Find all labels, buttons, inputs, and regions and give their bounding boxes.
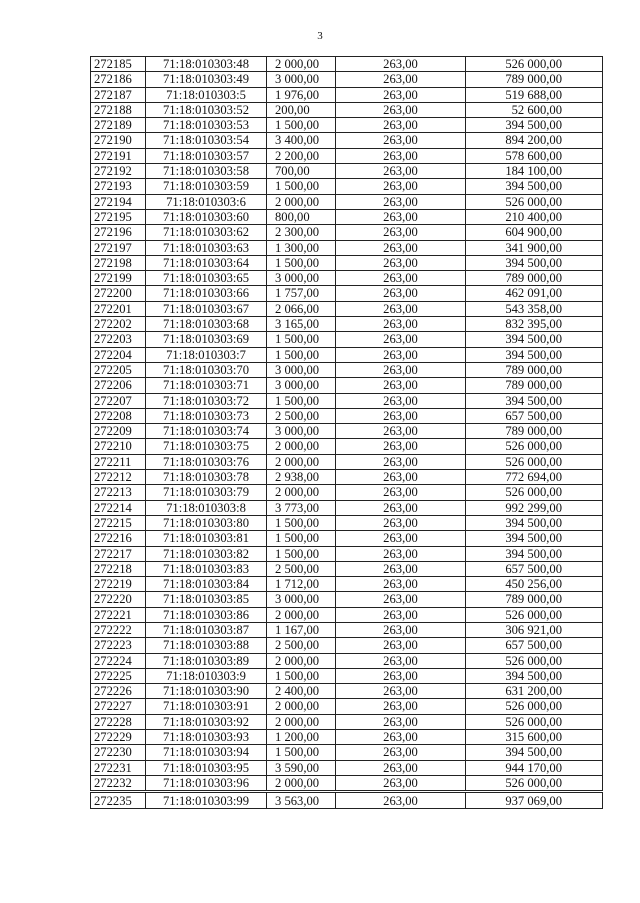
cadastral-number-cell: 71:18:010303:69 xyxy=(146,332,267,347)
value-cell: 315 600,00 xyxy=(466,730,603,745)
value-cell: 992 299,00 xyxy=(466,500,603,515)
rate-cell: 263,00 xyxy=(336,775,466,791)
record-id-cell: 272217 xyxy=(91,546,146,561)
cadastral-number-cell: 71:18:010303:71 xyxy=(146,378,267,393)
value-cell: 519 688,00 xyxy=(466,87,603,102)
table-row xyxy=(91,362,603,377)
rate-cell: 263,00 xyxy=(336,699,466,714)
rate-cell: 263,00 xyxy=(336,118,466,133)
value-cell: 657 500,00 xyxy=(466,408,603,423)
cadastral-number-cell: 71:18:010303:76 xyxy=(146,454,267,469)
area-cell: 2 000,00 xyxy=(267,194,336,209)
value-cell: 394 500,00 xyxy=(466,668,603,683)
record-id-cell: 272187 xyxy=(91,87,146,102)
rate-cell: 263,00 xyxy=(336,592,466,607)
cadastral-number-cell: 71:18:010303:52 xyxy=(146,102,267,117)
cadastral-number-cell: 71:18:010303:85 xyxy=(146,592,267,607)
cadastral-number-cell: 71:18:010303:72 xyxy=(146,393,267,408)
area-cell: 200,00 xyxy=(267,102,336,117)
cadastral-number-cell: 71:18:010303:49 xyxy=(146,72,267,87)
rate-cell: 263,00 xyxy=(336,164,466,179)
area-cell: 2 066,00 xyxy=(267,301,336,316)
rate-cell: 263,00 xyxy=(336,607,466,622)
table-row xyxy=(91,546,603,561)
area-cell: 1 712,00 xyxy=(267,577,336,592)
value-cell: 184 100,00 xyxy=(466,164,603,179)
area-cell: 2 000,00 xyxy=(267,57,336,72)
rate-cell: 263,00 xyxy=(336,286,466,301)
value-cell: 394 500,00 xyxy=(466,347,603,362)
cadastral-number-cell: 71:18:010303:54 xyxy=(146,133,267,148)
cadastral-number-cell: 71:18:010303:65 xyxy=(146,271,267,286)
area-cell: 2 000,00 xyxy=(267,653,336,668)
table-row xyxy=(91,485,603,500)
value-cell: 526 000,00 xyxy=(466,454,603,469)
record-id-cell: 272228 xyxy=(91,714,146,729)
value-cell: 937 069,00 xyxy=(466,792,603,809)
value-cell: 894 200,00 xyxy=(466,133,603,148)
value-cell: 526 000,00 xyxy=(466,57,603,72)
record-id-cell: 272185 xyxy=(91,57,146,72)
area-cell: 2 000,00 xyxy=(267,699,336,714)
value-cell: 394 500,00 xyxy=(466,179,603,194)
rate-cell: 263,00 xyxy=(336,393,466,408)
area-cell: 1 500,00 xyxy=(267,255,336,270)
table-row xyxy=(91,118,603,133)
value-cell: 394 500,00 xyxy=(466,546,603,561)
area-cell: 2 000,00 xyxy=(267,454,336,469)
record-id-cell: 272210 xyxy=(91,439,146,454)
area-cell: 3 000,00 xyxy=(267,271,336,286)
area-cell: 1 500,00 xyxy=(267,332,336,347)
rate-cell: 263,00 xyxy=(336,194,466,209)
rate-cell: 263,00 xyxy=(336,622,466,637)
record-id-cell: 272222 xyxy=(91,622,146,637)
value-cell: 394 500,00 xyxy=(466,255,603,270)
table-row xyxy=(91,500,603,515)
cadastral-number-cell: 71:18:010303:92 xyxy=(146,714,267,729)
area-cell: 1 200,00 xyxy=(267,730,336,745)
rate-cell: 263,00 xyxy=(336,209,466,224)
value-cell: 832 395,00 xyxy=(466,317,603,332)
record-id-cell: 272199 xyxy=(91,271,146,286)
record-id-cell: 272227 xyxy=(91,699,146,714)
table-row xyxy=(91,653,603,668)
rate-cell: 263,00 xyxy=(336,745,466,760)
table-row xyxy=(91,424,603,439)
area-cell: 1 500,00 xyxy=(267,347,336,362)
record-id-cell: 272220 xyxy=(91,592,146,607)
cadastral-number-cell: 71:18:010303:58 xyxy=(146,164,267,179)
area-cell: 3 000,00 xyxy=(267,592,336,607)
area-cell: 2 200,00 xyxy=(267,148,336,163)
area-cell: 1 976,00 xyxy=(267,87,336,102)
record-id-cell: 272213 xyxy=(91,485,146,500)
record-id-cell: 272224 xyxy=(91,653,146,668)
area-cell: 1 167,00 xyxy=(267,622,336,637)
rate-cell: 263,00 xyxy=(336,470,466,485)
rate-cell: 263,00 xyxy=(336,102,466,117)
rate-cell: 263,00 xyxy=(336,378,466,393)
cadastral-number-cell: 71:18:010303:7 xyxy=(146,347,267,362)
area-cell: 3 563,00 xyxy=(267,792,336,809)
cadastral-number-cell: 71:18:010303:68 xyxy=(146,317,267,332)
record-id-cell: 272235 xyxy=(91,792,146,809)
record-id-cell: 272192 xyxy=(91,164,146,179)
record-id-cell: 272195 xyxy=(91,209,146,224)
area-cell: 1 500,00 xyxy=(267,546,336,561)
value-cell: 394 500,00 xyxy=(466,745,603,760)
area-cell: 2 500,00 xyxy=(267,408,336,423)
record-id-cell: 272212 xyxy=(91,470,146,485)
value-cell: 394 500,00 xyxy=(466,393,603,408)
area-cell: 3 000,00 xyxy=(267,424,336,439)
rate-cell: 263,00 xyxy=(336,424,466,439)
record-id-cell: 272189 xyxy=(91,118,146,133)
cadastral-number-cell: 71:18:010303:94 xyxy=(146,745,267,760)
cadastral-number-cell: 71:18:010303:57 xyxy=(146,148,267,163)
value-cell: 772 694,00 xyxy=(466,470,603,485)
value-cell: 543 358,00 xyxy=(466,301,603,316)
data-table xyxy=(90,56,603,809)
record-id-cell: 272209 xyxy=(91,424,146,439)
record-id-cell: 272202 xyxy=(91,317,146,332)
cadastral-number-cell: 71:18:010303:79 xyxy=(146,485,267,500)
rate-cell: 263,00 xyxy=(336,531,466,546)
table-row xyxy=(91,194,603,209)
value-cell: 657 500,00 xyxy=(466,638,603,653)
value-cell: 526 000,00 xyxy=(466,714,603,729)
table-row xyxy=(91,730,603,745)
cadastral-number-cell: 71:18:010303:60 xyxy=(146,209,267,224)
rate-cell: 263,00 xyxy=(336,332,466,347)
table-row xyxy=(91,592,603,607)
table-row xyxy=(91,102,603,117)
rate-cell: 263,00 xyxy=(336,408,466,423)
cadastral-number-cell: 71:18:010303:67 xyxy=(146,301,267,316)
rate-cell: 263,00 xyxy=(336,485,466,500)
area-cell: 1 500,00 xyxy=(267,179,336,194)
table-row xyxy=(91,622,603,637)
record-id-cell: 272188 xyxy=(91,102,146,117)
table-row xyxy=(91,240,603,255)
cadastral-number-cell: 71:18:010303:89 xyxy=(146,653,267,668)
table-row xyxy=(91,347,603,362)
value-cell: 394 500,00 xyxy=(466,515,603,530)
record-id-cell: 272194 xyxy=(91,194,146,209)
cadastral-number-cell: 71:18:010303:6 xyxy=(146,194,267,209)
table-row xyxy=(91,271,603,286)
cadastral-number-cell: 71:18:010303:88 xyxy=(146,638,267,653)
rate-cell: 263,00 xyxy=(336,546,466,561)
value-cell: 631 200,00 xyxy=(466,684,603,699)
value-cell: 526 000,00 xyxy=(466,775,603,791)
record-id-cell: 272200 xyxy=(91,286,146,301)
table-row xyxy=(91,577,603,592)
record-id-cell: 272186 xyxy=(91,72,146,87)
record-id-cell: 272208 xyxy=(91,408,146,423)
table-row xyxy=(91,164,603,179)
table-row xyxy=(91,668,603,683)
record-id-cell: 272221 xyxy=(91,607,146,622)
cadastral-number-cell: 71:18:010303:53 xyxy=(146,118,267,133)
rate-cell: 263,00 xyxy=(336,148,466,163)
value-cell: 526 000,00 xyxy=(466,653,603,668)
table-row xyxy=(91,301,603,316)
table-row xyxy=(91,531,603,546)
rate-cell: 263,00 xyxy=(336,225,466,240)
table-row xyxy=(91,133,603,148)
rate-cell: 263,00 xyxy=(336,653,466,668)
rate-cell: 263,00 xyxy=(336,133,466,148)
rate-cell: 263,00 xyxy=(336,362,466,377)
area-cell: 1 500,00 xyxy=(267,118,336,133)
record-id-cell: 272216 xyxy=(91,531,146,546)
record-id-cell: 272225 xyxy=(91,668,146,683)
cadastral-number-cell: 71:18:010303:9 xyxy=(146,668,267,683)
cadastral-number-cell: 71:18:010303:84 xyxy=(146,577,267,592)
record-id-cell: 272218 xyxy=(91,561,146,576)
rate-cell: 263,00 xyxy=(336,577,466,592)
area-cell: 3 000,00 xyxy=(267,72,336,87)
value-cell: 526 000,00 xyxy=(466,439,603,454)
record-id-cell: 272214 xyxy=(91,500,146,515)
record-id-cell: 272232 xyxy=(91,775,146,791)
rate-cell: 263,00 xyxy=(336,561,466,576)
value-cell: 306 921,00 xyxy=(466,622,603,637)
rate-cell: 263,00 xyxy=(336,792,466,809)
table-row xyxy=(91,684,603,699)
cadastral-number-cell: 71:18:010303:80 xyxy=(146,515,267,530)
table-row xyxy=(91,561,603,576)
rate-cell: 263,00 xyxy=(336,638,466,653)
value-cell: 526 000,00 xyxy=(466,194,603,209)
record-id-cell: 272197 xyxy=(91,240,146,255)
table-row xyxy=(91,317,603,332)
table-row xyxy=(91,470,603,485)
cadastral-number-cell: 71:18:010303:95 xyxy=(146,760,267,775)
table-row xyxy=(91,72,603,87)
area-cell: 2 500,00 xyxy=(267,638,336,653)
record-id-cell: 272207 xyxy=(91,393,146,408)
area-cell: 2 000,00 xyxy=(267,485,336,500)
table-body xyxy=(91,57,603,809)
value-cell: 789 000,00 xyxy=(466,592,603,607)
record-id-cell: 272226 xyxy=(91,684,146,699)
record-id-cell: 272193 xyxy=(91,179,146,194)
area-cell: 3 000,00 xyxy=(267,362,336,377)
value-cell: 462 091,00 xyxy=(466,286,603,301)
area-cell: 2 300,00 xyxy=(267,225,336,240)
rate-cell: 263,00 xyxy=(336,347,466,362)
record-id-cell: 272205 xyxy=(91,362,146,377)
cadastral-number-cell: 71:18:010303:63 xyxy=(146,240,267,255)
rate-cell: 263,00 xyxy=(336,760,466,775)
value-cell: 944 170,00 xyxy=(466,760,603,775)
rate-cell: 263,00 xyxy=(336,271,466,286)
cadastral-number-cell: 71:18:010303:83 xyxy=(146,561,267,576)
cadastral-number-cell: 71:18:010303:73 xyxy=(146,408,267,423)
table-row xyxy=(91,148,603,163)
value-cell: 394 500,00 xyxy=(466,118,603,133)
value-cell: 450 256,00 xyxy=(466,577,603,592)
cadastral-number-cell: 71:18:010303:64 xyxy=(146,255,267,270)
value-cell: 526 000,00 xyxy=(466,485,603,500)
page-number: 3 xyxy=(317,30,323,42)
record-id-cell: 272196 xyxy=(91,225,146,240)
table-row xyxy=(91,714,603,729)
cadastral-number-cell: 71:18:010303:81 xyxy=(146,531,267,546)
rate-cell: 263,00 xyxy=(336,439,466,454)
cadastral-number-cell: 71:18:010303:48 xyxy=(146,57,267,72)
value-cell: 604 900,00 xyxy=(466,225,603,240)
record-id-cell: 272198 xyxy=(91,255,146,270)
rate-cell: 263,00 xyxy=(336,668,466,683)
cadastral-number-cell: 71:18:010303:99 xyxy=(146,792,267,809)
table-row xyxy=(91,87,603,102)
table-row xyxy=(91,454,603,469)
value-cell: 789 000,00 xyxy=(466,72,603,87)
area-cell: 800,00 xyxy=(267,209,336,224)
table-row xyxy=(91,439,603,454)
record-id-cell: 272206 xyxy=(91,378,146,393)
area-cell: 1 500,00 xyxy=(267,515,336,530)
table-row xyxy=(91,638,603,653)
value-cell: 578 600,00 xyxy=(466,148,603,163)
cadastral-number-cell: 71:18:010303:75 xyxy=(146,439,267,454)
table-row xyxy=(91,792,603,809)
value-cell: 52 600,00 xyxy=(466,102,603,117)
value-cell: 210 400,00 xyxy=(466,209,603,224)
area-cell: 2 400,00 xyxy=(267,684,336,699)
table-row xyxy=(91,286,603,301)
area-cell: 1 757,00 xyxy=(267,286,336,301)
cadastral-number-cell: 71:18:010303:87 xyxy=(146,622,267,637)
table-row xyxy=(91,179,603,194)
table-row xyxy=(91,332,603,347)
value-cell: 789 000,00 xyxy=(466,271,603,286)
value-cell: 789 000,00 xyxy=(466,362,603,377)
rate-cell: 263,00 xyxy=(336,714,466,729)
area-cell: 3 400,00 xyxy=(267,133,336,148)
area-cell: 1 500,00 xyxy=(267,393,336,408)
cadastral-number-cell: 71:18:010303:5 xyxy=(146,87,267,102)
value-cell: 394 500,00 xyxy=(466,531,603,546)
rate-cell: 263,00 xyxy=(336,179,466,194)
table-row xyxy=(91,607,603,622)
area-cell: 1 500,00 xyxy=(267,531,336,546)
record-id-cell: 272204 xyxy=(91,347,146,362)
area-cell: 2 000,00 xyxy=(267,775,336,791)
table-row xyxy=(91,745,603,760)
cadastral-number-cell: 71:18:010303:93 xyxy=(146,730,267,745)
table-row xyxy=(91,408,603,423)
rate-cell: 263,00 xyxy=(336,454,466,469)
record-id-cell: 272231 xyxy=(91,760,146,775)
rate-cell: 263,00 xyxy=(336,87,466,102)
record-id-cell: 272203 xyxy=(91,332,146,347)
table-row xyxy=(91,209,603,224)
table-row xyxy=(91,760,603,775)
rate-cell: 263,00 xyxy=(336,317,466,332)
rate-cell: 263,00 xyxy=(336,240,466,255)
value-cell: 526 000,00 xyxy=(466,699,603,714)
record-id-cell: 272230 xyxy=(91,745,146,760)
table-row xyxy=(91,255,603,270)
cadastral-number-cell: 71:18:010303:8 xyxy=(146,500,267,515)
cadastral-number-cell: 71:18:010303:74 xyxy=(146,424,267,439)
table-row xyxy=(91,699,603,714)
cadastral-number-cell: 71:18:010303:62 xyxy=(146,225,267,240)
area-cell: 3 590,00 xyxy=(267,760,336,775)
cadastral-number-cell: 71:18:010303:59 xyxy=(146,179,267,194)
cadastral-number-cell: 71:18:010303:70 xyxy=(146,362,267,377)
area-cell: 700,00 xyxy=(267,164,336,179)
area-cell: 2 000,00 xyxy=(267,439,336,454)
value-cell: 789 000,00 xyxy=(466,424,603,439)
cadastral-number-cell: 71:18:010303:90 xyxy=(146,684,267,699)
rate-cell: 263,00 xyxy=(336,515,466,530)
record-id-cell: 272201 xyxy=(91,301,146,316)
table-row xyxy=(91,57,603,72)
rate-cell: 263,00 xyxy=(336,301,466,316)
value-cell: 341 900,00 xyxy=(466,240,603,255)
value-cell: 657 500,00 xyxy=(466,561,603,576)
cadastral-number-cell: 71:18:010303:86 xyxy=(146,607,267,622)
rate-cell: 263,00 xyxy=(336,730,466,745)
rate-cell: 263,00 xyxy=(336,72,466,87)
area-cell: 1 300,00 xyxy=(267,240,336,255)
record-id-cell: 272229 xyxy=(91,730,146,745)
area-cell: 2 500,00 xyxy=(267,561,336,576)
value-cell: 789 000,00 xyxy=(466,378,603,393)
record-id-cell: 272223 xyxy=(91,638,146,653)
table-row xyxy=(91,378,603,393)
table-row xyxy=(91,515,603,530)
area-cell: 2 000,00 xyxy=(267,714,336,729)
value-cell: 394 500,00 xyxy=(466,332,603,347)
table-row xyxy=(91,775,603,791)
table-row xyxy=(91,393,603,408)
rate-cell: 263,00 xyxy=(336,57,466,72)
rate-cell: 263,00 xyxy=(336,500,466,515)
area-cell: 1 500,00 xyxy=(267,668,336,683)
cadastral-number-cell: 71:18:010303:66 xyxy=(146,286,267,301)
value-cell: 526 000,00 xyxy=(466,607,603,622)
area-cell: 3 165,00 xyxy=(267,317,336,332)
cadastral-number-cell: 71:18:010303:82 xyxy=(146,546,267,561)
cadastral-number-cell: 71:18:010303:91 xyxy=(146,699,267,714)
area-cell: 1 500,00 xyxy=(267,745,336,760)
record-id-cell: 272190 xyxy=(91,133,146,148)
record-id-cell: 272219 xyxy=(91,577,146,592)
area-cell: 3 773,00 xyxy=(267,500,336,515)
record-id-cell: 272211 xyxy=(91,454,146,469)
rate-cell: 263,00 xyxy=(336,255,466,270)
record-id-cell: 272215 xyxy=(91,515,146,530)
table-row xyxy=(91,225,603,240)
area-cell: 2 000,00 xyxy=(267,607,336,622)
cadastral-number-cell: 71:18:010303:78 xyxy=(146,470,267,485)
record-id-cell: 272191 xyxy=(91,148,146,163)
area-cell: 2 938,00 xyxy=(267,470,336,485)
cadastral-number-cell: 71:18:010303:96 xyxy=(146,775,267,791)
area-cell: 3 000,00 xyxy=(267,378,336,393)
rate-cell: 263,00 xyxy=(336,684,466,699)
